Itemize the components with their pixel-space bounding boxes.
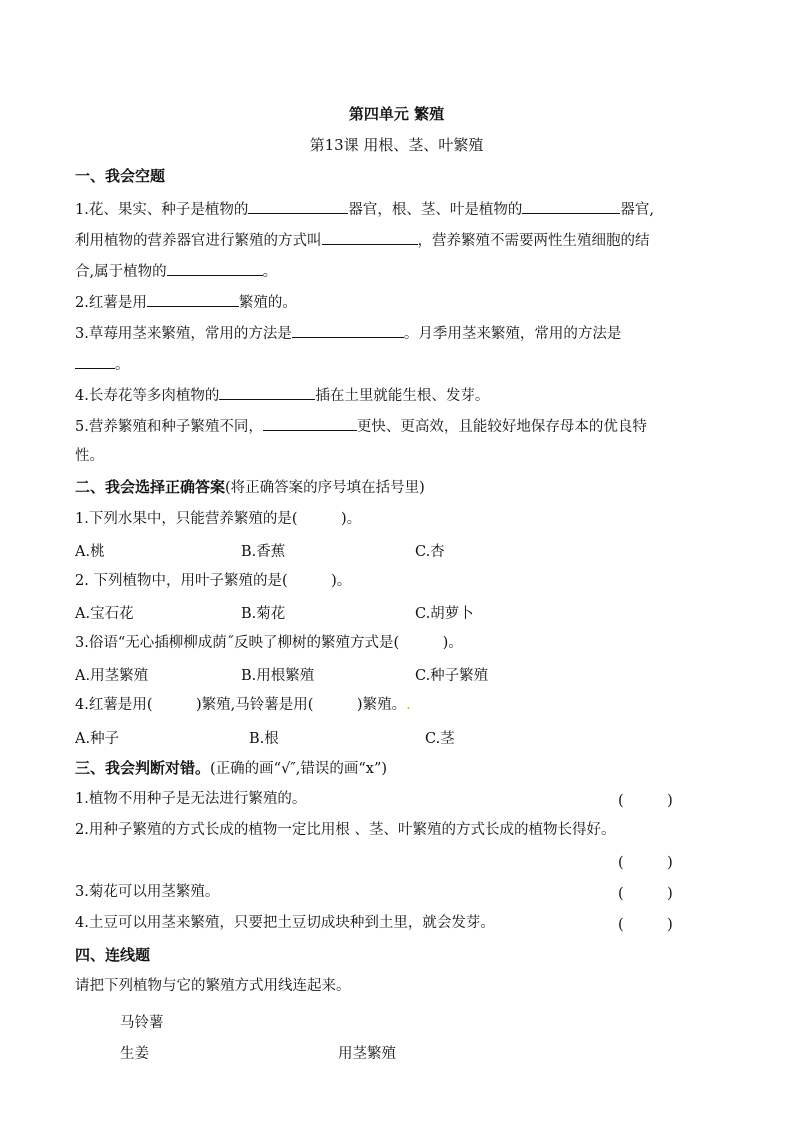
- s2-q2-option-c[interactable]: C.胡萝卜: [415, 606, 474, 622]
- answer-blank[interactable]: [147, 291, 239, 307]
- s2-q3-option-c[interactable]: C.种子繁殖: [415, 668, 489, 684]
- lesson-title: 第13课 用根、茎、叶繁殖: [309, 136, 484, 154]
- s1-q1-line3: 合,属于植物的 。: [75, 260, 277, 282]
- s4-plant-item[interactable]: 生姜: [120, 1046, 149, 1062]
- s3-answer-parens[interactable]: ( ): [618, 886, 673, 902]
- s2-q2-option-b[interactable]: B.菊花: [241, 606, 286, 622]
- answer-blank[interactable]: [292, 322, 404, 338]
- section3-heading: 三、我会判断对错。(正确的画“√″,错误的画“x”): [75, 759, 388, 777]
- section2-heading: 二、我会选择正确答案(将正确答案的序号填在括号里): [75, 478, 425, 496]
- s2-q3: 3.俗语“无心插柳柳成荫˝反映了柳树的繁殖方式是( )。: [75, 635, 463, 651]
- answer-blank[interactable]: [263, 415, 357, 431]
- s3-item-2: 2.用种子繁殖的方式长成的植物一定比用根 、茎、叶繁殖的方式长成的植物长得好。: [75, 822, 616, 838]
- s1-q5-line2: 性。: [75, 448, 104, 464]
- s1-q5-line1: 5.营养繁殖和种子繁殖不同， 更快、更高效，且能较好地保存母本的优良特: [75, 415, 647, 437]
- answer-blank[interactable]: [219, 384, 315, 400]
- s2-q1-option-a[interactable]: A.桃: [75, 544, 105, 560]
- s2-q3-option-b[interactable]: B.用根繁殖: [241, 668, 315, 684]
- s2-q2: 2. 下列植物中，用叶子繁殖的是( )。: [75, 573, 352, 589]
- answer-blank[interactable]: [522, 198, 620, 214]
- s3-answer-parens[interactable]: ( ): [618, 793, 673, 809]
- s3-item-1: 1.植物不用种子是无法进行繁殖的。: [75, 791, 307, 807]
- s2-q4: 4.红薯是用( )繁殖,马铃薯是用( )繁殖。.: [75, 697, 411, 713]
- s2-q2-option-a[interactable]: A.宝石花: [75, 606, 134, 622]
- s1-q1-line2: 利用植物的营养器官进行繁殖的方式叫 ，营养繁殖不需要两性生殖细胞的结: [75, 229, 650, 251]
- s2-q1: 1.下列水果中，只能营养繁殖的是( )。: [75, 511, 362, 527]
- s2-q4-option-c[interactable]: C.茎: [425, 731, 455, 747]
- s3-item-3: 3.菊花可以用茎繁殖。: [75, 884, 220, 900]
- s3-answer-parens[interactable]: ( ): [618, 855, 673, 871]
- s1-q2: 2.红薯是用 繁殖的。: [75, 291, 297, 313]
- s3-item-4: 4.土豆可以用茎来繁殖，只要把土豆切成块种到土里，就会发芽。: [75, 915, 495, 931]
- s1-q3-line2: 。: [75, 353, 130, 375]
- s2-q1-option-c[interactable]: C.杏: [415, 544, 445, 560]
- answer-blank[interactable]: [322, 229, 418, 245]
- unit-title: 第四单元 繁殖: [348, 105, 445, 123]
- section4-heading: 四、连线题: [75, 946, 151, 964]
- s4-instruction: 请把下列植物与它的繁殖方式用线连起来。: [75, 978, 351, 994]
- s1-q1-line1: 1.花、果实、种子是植物的 器官，根、茎、叶是植物的 器官,: [75, 198, 654, 220]
- s2-q3-option-a[interactable]: A.用茎繁殖: [75, 668, 149, 684]
- section1-heading: 一、我会空题: [75, 167, 166, 185]
- answer-blank[interactable]: [248, 198, 348, 214]
- s2-q4-option-a[interactable]: A.种子: [75, 731, 120, 747]
- s2-q1-option-b[interactable]: B.香蕉: [241, 544, 286, 560]
- s3-answer-parens[interactable]: ( ): [618, 917, 673, 933]
- answer-blank[interactable]: [167, 260, 263, 276]
- s1-q3-line1: 3.草莓用茎来繁殖，常用的方法是 。月季用茎来繁殖，常用的方法是: [75, 322, 621, 344]
- s2-q4-option-b[interactable]: B.根: [249, 731, 279, 747]
- s1-q4: 4.长寿花等多肉植物的 插在土里就能生根、发芽。: [75, 384, 489, 406]
- s4-plant-item[interactable]: 马铃薯: [120, 1015, 164, 1031]
- answer-blank[interactable]: [75, 353, 115, 369]
- s4-method-item[interactable]: 用茎繁殖: [338, 1046, 396, 1062]
